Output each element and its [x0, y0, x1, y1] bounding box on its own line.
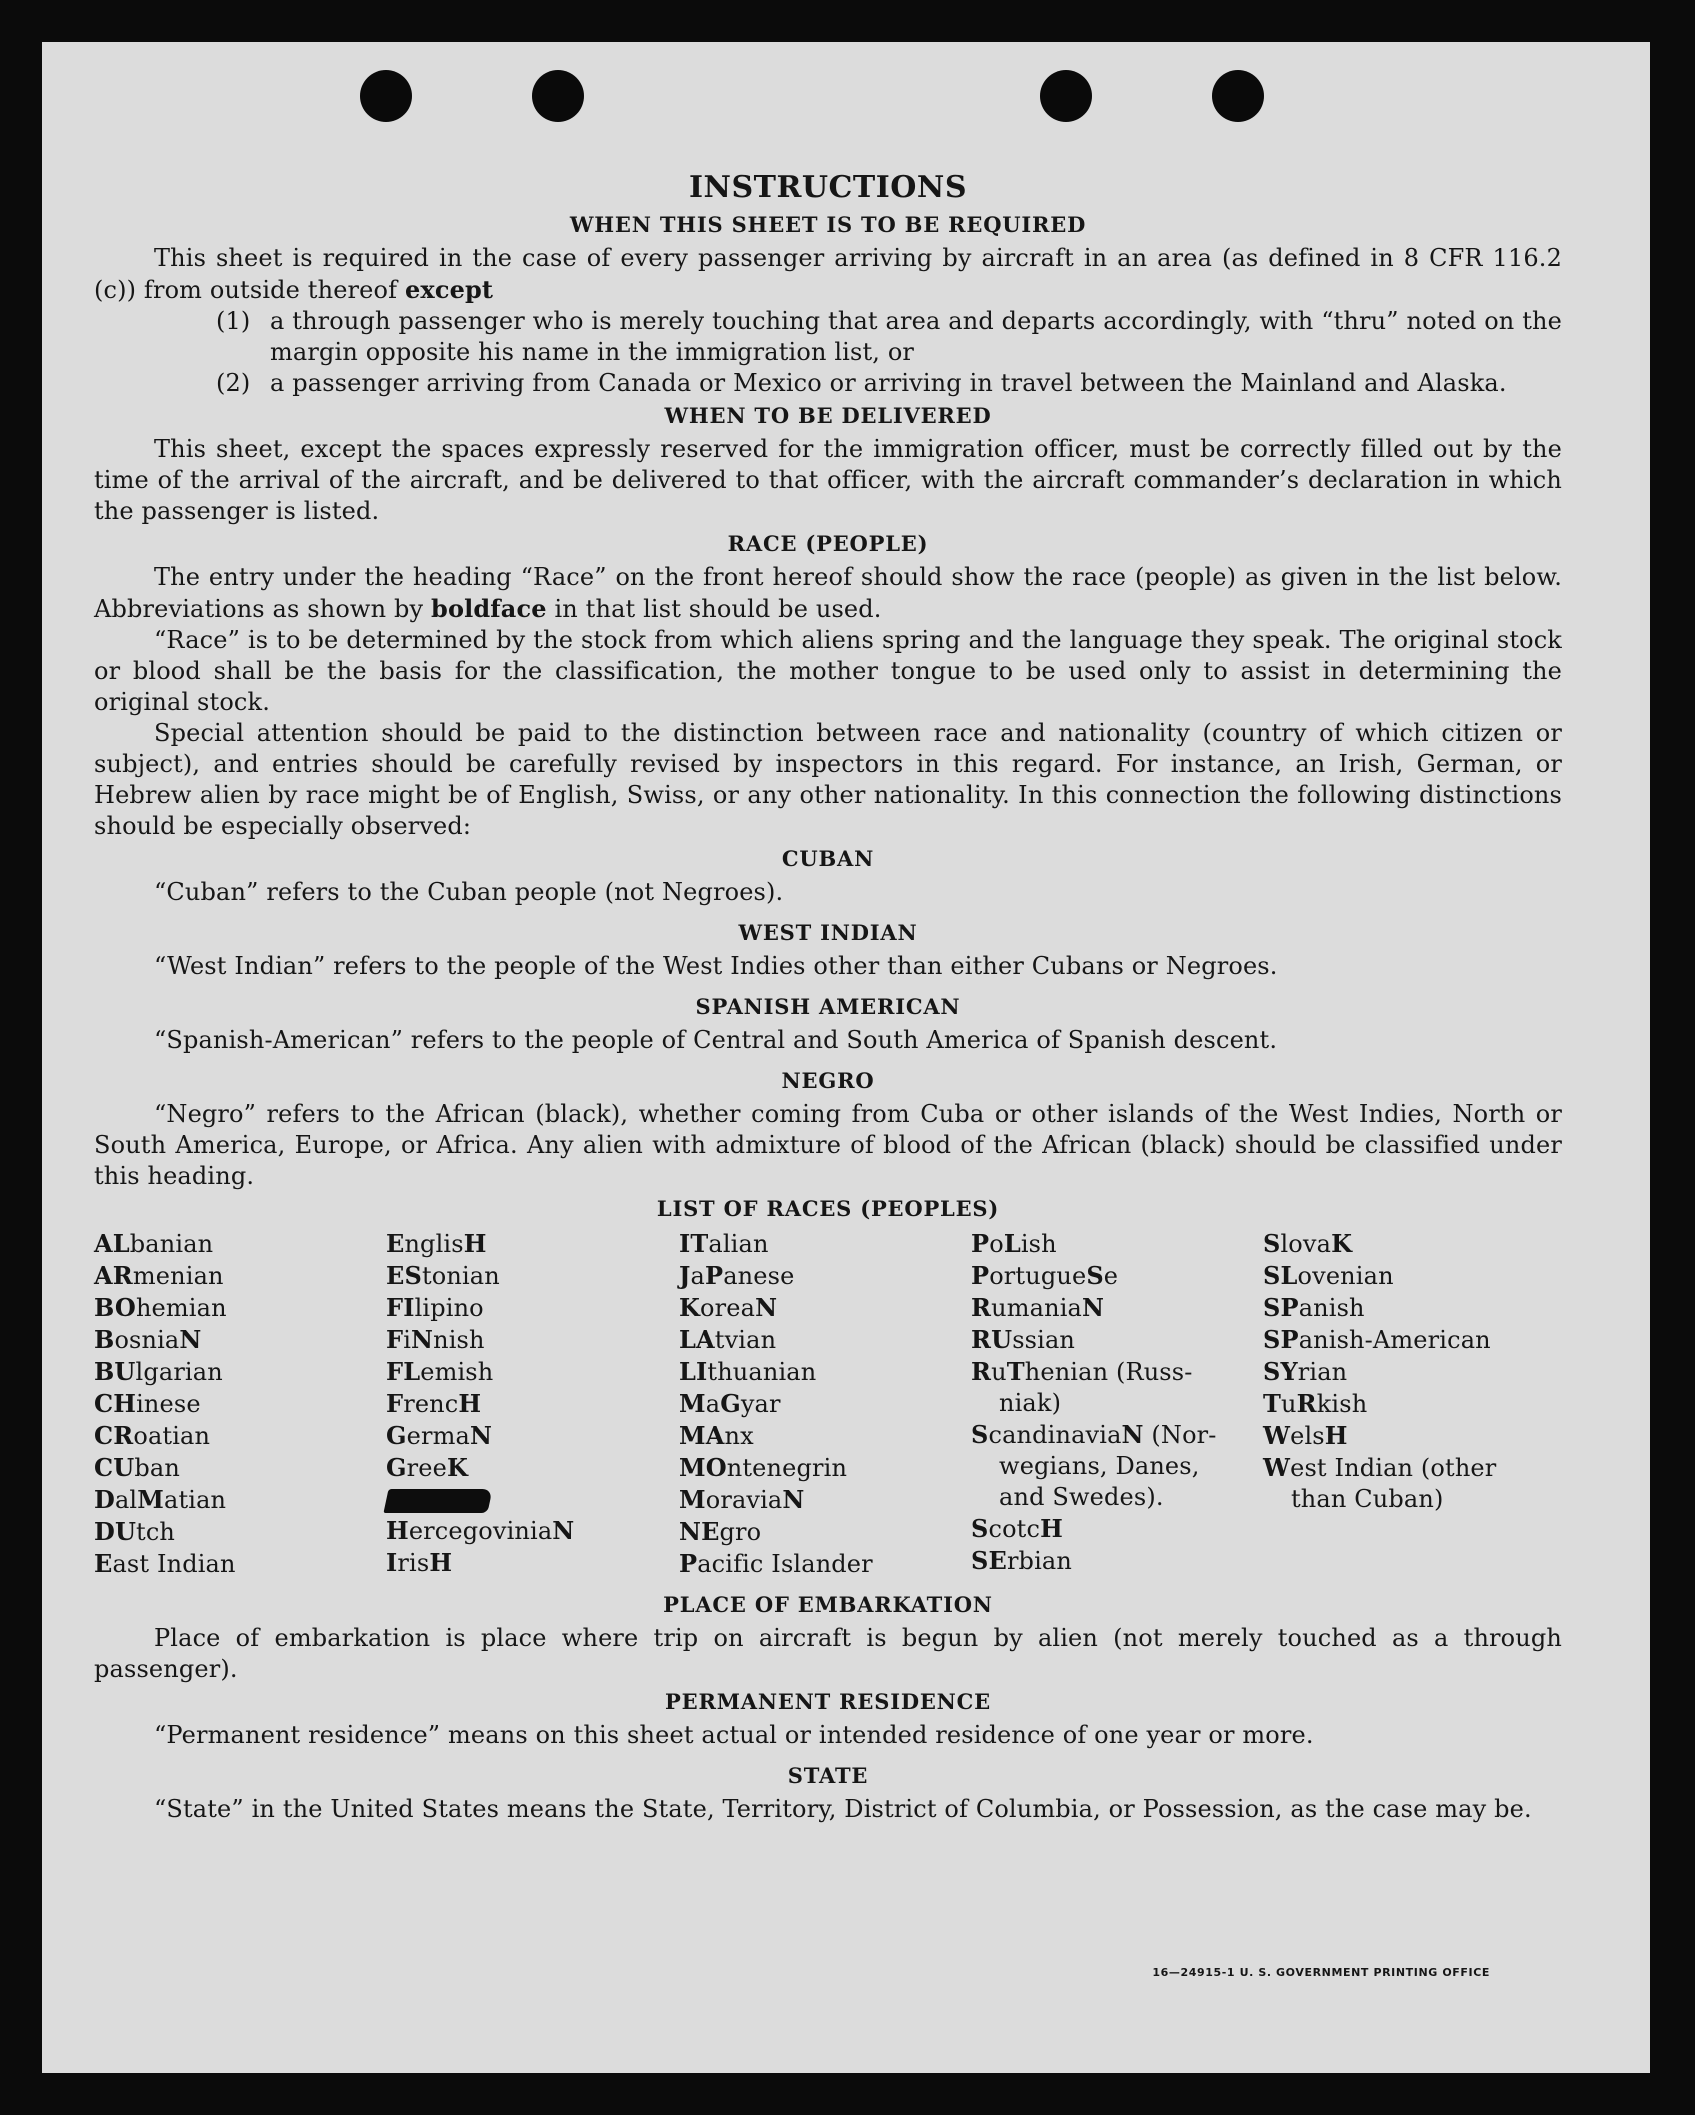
heading-cuban: CUBAN — [781, 846, 875, 871]
heading-spanish-american: SPANISH AMERICAN — [695, 994, 961, 1019]
race-entry: FLemish — [386, 1357, 494, 1386]
race-entry: SPanish — [1263, 1293, 1365, 1322]
race-entry: Pacific Islander — [679, 1549, 873, 1578]
race-entry: DalMatian — [94, 1485, 227, 1514]
race-entry: SPanish-American — [1263, 1325, 1491, 1354]
heading-when-required: WHEN THIS SHEET IS TO BE REQUIRED — [569, 212, 1087, 237]
printing-office-footer: 16—24915-1 U. S. GOVERNMENT PRINTING OFFICE — [1152, 1966, 1490, 1979]
punch-hole — [1040, 70, 1092, 122]
races-column — [679, 1228, 971, 1580]
race-entry: SYrian — [1263, 1357, 1348, 1386]
race-paragraph-1: The entry under the heading “Race” on the front hereof should show the race (people) as given in the list below. Abbreviations as shown by boldface in that list should be used. — [94, 563, 1562, 623]
heading-when-delivered: WHEN TO BE DELIVERED — [664, 403, 992, 428]
race-entry: LAtvian — [679, 1325, 777, 1354]
spanish-american-text: “Spanish-American” refers to the people of Central and South America of Spanish descent. — [154, 1026, 1278, 1054]
race-entry: BUlgarian — [94, 1357, 223, 1386]
race-entry: ALbanian — [94, 1229, 214, 1258]
race-entry: RuThenian (Russ- — [971, 1357, 1193, 1386]
race-entry: FiNnish — [386, 1325, 485, 1354]
page-title: INSTRUCTIONS — [689, 170, 967, 205]
punch-hole — [360, 70, 412, 122]
race-entry: WelsH — [1263, 1421, 1348, 1450]
instructions-content — [94, 168, 1562, 1825]
cuban-text: “Cuban” refers to the Cuban people (not Negroes). — [154, 878, 784, 906]
race-entry: PortugueSe — [971, 1261, 1119, 1290]
race-entry: EStonian — [386, 1261, 500, 1290]
race-paragraph-2: “Race” is to be determined by the stock from which aliens spring and the language they speak. The original stock or blood shall be the basis for the classification, the mother tongue to be used only to assist in determining the original stock. — [94, 626, 1562, 716]
heading-state: STATE — [787, 1763, 869, 1788]
race-entry: GermaN — [386, 1421, 493, 1450]
race-entry: niak) — [999, 1389, 1062, 1417]
negro-text: “Negro” refers to the African (black), whether coming from Cuba or other islands of the West Indies, North or South America, Europe, or Africa. Any alien with admixture of blood of the African (black) should be classified under this heading. — [94, 1100, 1562, 1190]
race-entry: RumaniaN — [971, 1293, 1105, 1322]
race-entry: SlovaK — [1263, 1229, 1353, 1258]
races-column — [386, 1228, 679, 1580]
race-entry: NEgro — [679, 1517, 762, 1546]
race-entry: CHinese — [94, 1389, 201, 1418]
state-text: “State” in the United States means the State, Territory, District of Columbia, or Possession, as the case may be. — [154, 1795, 1532, 1823]
redaction-mark — [383, 1489, 492, 1513]
races-column — [1263, 1228, 1562, 1580]
west-indian-text: “West Indian” refers to the people of the West Indies other than either Cubans or Negroes. — [154, 952, 1278, 980]
exception-item-2: (2) a passenger arriving from Canada or Mexico or arriving in travel between the Mainland and Alaska. — [216, 369, 1507, 397]
punch-hole — [532, 70, 584, 122]
race-entry: IrisH — [386, 1548, 453, 1577]
race-entry: ScotcH — [971, 1514, 1063, 1543]
when-delivered-text: This sheet, except the spaces expressly reserved for the immigration officer, must be correctly filled out by the time of the arrival of the aircraft, and be delivered to that officer, with the aircraft commander’s declaration in which the passenger is listed. — [94, 435, 1562, 525]
permanent-residence-text: “Permanent residence” means on this sheet actual or intended residence of one year or more. — [154, 1721, 1314, 1749]
heading-negro: NEGRO — [781, 1068, 875, 1093]
race-entry: LIthuanian — [679, 1357, 817, 1386]
race-entry: MOntenegrin — [679, 1453, 848, 1482]
race-entry: ScandinaviaN (Nor- — [971, 1420, 1217, 1449]
race-entry: East Indian — [94, 1549, 236, 1578]
race-entry: EnglisH — [386, 1229, 487, 1258]
race-entry: GreeK — [386, 1453, 469, 1482]
document-sheet — [42, 42, 1650, 2073]
race-entry: ARmenian — [94, 1261, 224, 1290]
race-entry: BOhemian — [94, 1293, 227, 1322]
race-entry: MoraviaN — [679, 1485, 805, 1514]
heading-embarkation: PLACE OF EMBARKATION — [663, 1592, 993, 1617]
race-entry: MaGyar — [679, 1389, 781, 1418]
race-entry: and Swedes). — [999, 1483, 1164, 1511]
embarkation-text: Place of embarkation is place where trip on aircraft is begun by alien (not merely touched as a through passenger). — [94, 1624, 1562, 1683]
race-entry: West Indian (other — [1263, 1453, 1497, 1482]
race-entry: RUssian — [971, 1325, 1076, 1354]
race-entry: wegians, Danes, — [999, 1452, 1200, 1480]
heading-list-of-races: LIST OF RACES (PEOPLES) — [656, 1196, 1000, 1221]
punch-hole — [1212, 70, 1264, 122]
race-entry — [386, 1484, 679, 1515]
race-entry: SLovenian — [1263, 1261, 1394, 1290]
race-entry: KoreaN — [679, 1293, 778, 1322]
when-required-intro: This sheet is required in the case of every passenger arriving by aircraft in an area (as defined in 8 CFR 116.2 (c)) from outside thereof except — [94, 244, 1562, 304]
exception-item-1: (1) a through passenger who is merely touching that area and departs accordingly, with “thru” noted on the margin opposite his name in the immigration list, or — [216, 307, 1562, 366]
race-entry: CUban — [94, 1453, 180, 1482]
race-entry: PoLish — [971, 1229, 1057, 1258]
race-paragraph-3: Special attention should be paid to the distinction between race and nationality (country of which citizen or subject), and entries should be carefully revised by inspectors in this regard. For instance, an Irish, German, or Hebrew alien by race might be of English, Swiss, or any other nationality. In this connection the following distinctions should be especially observed: — [94, 719, 1562, 840]
races-list — [94, 1228, 1562, 1580]
races-column — [94, 1228, 386, 1580]
heading-west-indian: WEST INDIAN — [738, 920, 918, 945]
heading-race: RACE (PEOPLE) — [727, 531, 929, 556]
race-entry: CRoatian — [94, 1421, 211, 1450]
race-entry: SErbian — [971, 1546, 1072, 1575]
heading-permanent-residence: PERMANENT RESIDENCE — [665, 1689, 991, 1714]
races-column — [971, 1228, 1263, 1580]
race-entry: HercegoviniaN — [386, 1516, 575, 1545]
race-entry: than Cuban) — [1291, 1485, 1444, 1513]
race-entry: FIlipino — [386, 1293, 484, 1322]
race-entry: JaPanese — [679, 1261, 795, 1290]
race-entry: FrencH — [386, 1389, 482, 1418]
race-entry: DUtch — [94, 1517, 176, 1546]
race-entry: MAnx — [679, 1421, 754, 1450]
race-entry: TuRkish — [1263, 1389, 1368, 1418]
race-entry: BosniaN — [94, 1325, 202, 1354]
race-entry: ITalian — [679, 1229, 769, 1258]
